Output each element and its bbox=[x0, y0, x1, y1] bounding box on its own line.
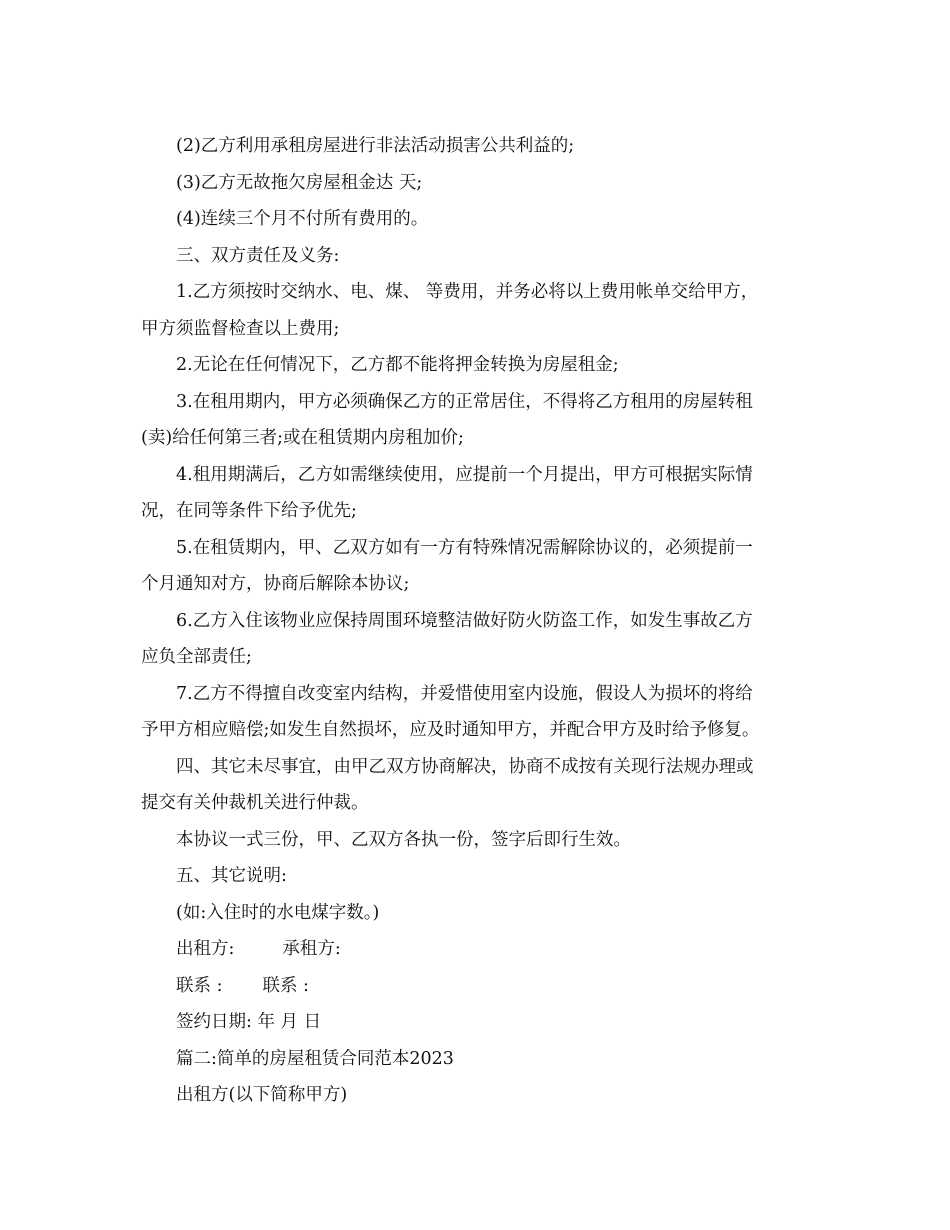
clause-line-3: (3)乙方无故拖欠房屋租金达 天; bbox=[176, 172, 423, 193]
clause-line-2: (2)乙方利用承租房屋进行非法活动损害公共利益的; bbox=[176, 136, 575, 156]
section-heading-5: 五、其它说明: bbox=[176, 866, 287, 886]
duty-4-line-1: 4.租用期满后，乙方如需继续使用，应提前一个月提出，甲方可根据实际情 bbox=[176, 464, 753, 485]
signing-date: 签约日期: 年 月 日 bbox=[176, 1012, 322, 1032]
lessor-label: 出租方: bbox=[176, 939, 235, 959]
duty-5-line-1: 5.在租赁期内，甲、乙双方如有一方有特殊情况需解除协议的，必须提前一 bbox=[176, 537, 753, 558]
duty-6-line-1: 6.乙方入住该物业应保持周围环境整洁做好防火防盗工作，如发生事故乙方 bbox=[176, 610, 753, 631]
lessee-contact-label: 联系 : bbox=[262, 975, 309, 996]
other-notes-example: (如:入住时的水电煤字数。) bbox=[176, 902, 380, 923]
clause-line-4: (4)连续三个月不付所有费用的。 bbox=[176, 209, 429, 229]
duty-7-line-1: 7.乙方不得擅自改变室内结构，并爱惜使用室内设施，假设人为损坏的将给 bbox=[176, 683, 753, 704]
duty-3-line-2: (卖)给任何第三者;或在租赁期内房租加价; bbox=[141, 428, 464, 448]
duty-7-line-2: 予甲方相应赔偿;如发生自然损坏，应及时通知甲方，并配合甲方及时给予修复。 bbox=[141, 720, 760, 740]
lessee-label: 承租方: bbox=[282, 939, 341, 959]
duty-5-line-2: 个月通知对方，协商后解除本协议; bbox=[141, 574, 410, 594]
contact-row bbox=[141, 968, 806, 1005]
lessor-party-intro: 出租方(以下简称甲方) bbox=[176, 1085, 348, 1105]
duty-2: 2.无论在任何情况下，乙方都不能将押金转换为房屋租金; bbox=[176, 355, 619, 375]
duty-1-line-1: 1.乙方须按时交纳水、电、煤、 等费用，并务必将以上费用帐单交给甲方， bbox=[176, 282, 759, 302]
section-4-line-1: 四、其它未尽事宜，由甲乙双方协商解决，协商不成按有关现行法规办理或 bbox=[176, 756, 754, 777]
section-4-line-2: 提交有关仲裁机关进行仲裁。 bbox=[141, 793, 369, 813]
lessor-contact-label: 联系 : bbox=[176, 975, 223, 996]
signature-parties-row bbox=[141, 931, 806, 968]
duty-1-line-2: 甲方须监督检查以上费用; bbox=[141, 318, 340, 339]
duty-6-line-2: 应负全部责任; bbox=[141, 647, 252, 667]
document-body bbox=[141, 128, 806, 1114]
part-two-title: 篇二:简单的房屋租赁合同范本2023 bbox=[176, 1048, 454, 1069]
copies-clause: 本协议一式三份，甲、乙双方各执一份，签字后即行生效。 bbox=[176, 829, 631, 850]
duty-3-line-1: 3.在租用期内，甲方必须确保乙方的正常居住，不得将乙方租用的房屋转租 bbox=[176, 391, 753, 412]
section-heading-3: 三、双方责任及义务: bbox=[176, 245, 340, 266]
duty-4-line-2: 况，在同等条件下给予优先; bbox=[141, 501, 357, 521]
